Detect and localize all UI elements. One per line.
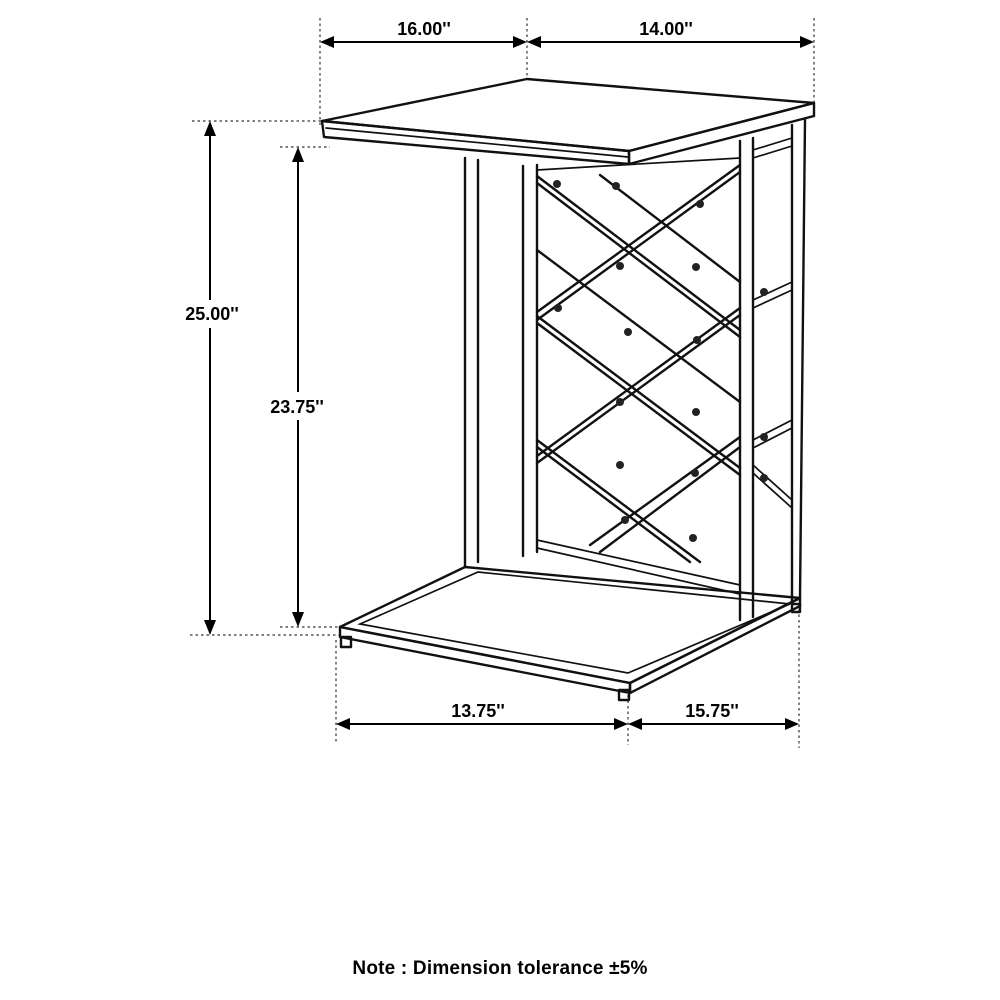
base-frame bbox=[340, 567, 800, 700]
dimension-top-depth bbox=[527, 19, 814, 48]
dimension-tolerance-note: Note : Dimension tolerance ±5% bbox=[352, 958, 648, 979]
dimension-total-height bbox=[185, 121, 239, 635]
frame-posts bbox=[465, 120, 805, 620]
dimension-base-width bbox=[336, 701, 628, 730]
dimension-base-depth bbox=[628, 701, 799, 730]
dimension-inner-height bbox=[270, 147, 324, 627]
dim-label-inner-height: 23.75'' bbox=[270, 397, 324, 417]
dim-label-base-width: 13.75'' bbox=[451, 701, 505, 721]
dimension-top-width bbox=[320, 19, 527, 48]
dim-label-top-width: 16.00'' bbox=[397, 19, 451, 39]
dim-label-top-depth: 14.00'' bbox=[639, 19, 693, 39]
dim-label-base-depth: 15.75'' bbox=[685, 701, 739, 721]
dim-label-total-height: 25.00'' bbox=[185, 304, 239, 324]
